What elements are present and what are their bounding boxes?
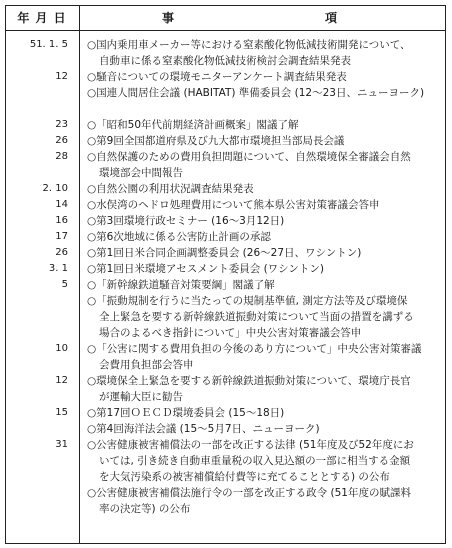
entry-item — [87, 69, 440, 85]
entry-date — [8, 85, 68, 101]
entry-item — [87, 133, 440, 149]
entry-date — [8, 293, 68, 309]
entry-text-line: ○「公害に関する費用負担の今後のあり方について」中央公害対策審議 — [87, 343, 422, 355]
entry-item — [87, 85, 440, 101]
entry-item — [87, 181, 440, 197]
entry-date: 2. 10 — [42, 183, 68, 194]
entry-text-line: ○水俣湾のヘドロ処理費用について熊本県公害対策審議会答申 — [87, 199, 380, 211]
entry-text-line: ○公害健康被害補償法施行令の一部を改正する政令 (51年度の賦課料 — [87, 487, 411, 499]
entry-text-line: ○第9回全国都道府県及び九大都市環境担当部局長会議 — [87, 135, 345, 147]
entry-text-line: 率の決定等) の公布 — [99, 503, 191, 515]
entry-item — [87, 117, 440, 133]
entry-date — [8, 485, 68, 501]
entry-text-line: ○第1回日米合同企画調整委員会 (26～27日、ワシントン) — [87, 247, 362, 259]
entry-item — [87, 197, 440, 213]
entry-text-line: ○「昭和50年代前期経済計画概案」閣議了解 — [87, 119, 299, 131]
entry-item — [87, 437, 440, 485]
entry-item — [87, 373, 440, 405]
entry-date: 15 — [55, 407, 68, 418]
entry-item — [87, 421, 440, 437]
entry-date — [8, 421, 68, 437]
entry-text-line: ○自然保護のための費用負担問題について、自然環境保全審議会自然 — [87, 151, 411, 163]
entry-item — [87, 341, 440, 373]
header-item-ji: 事 — [162, 11, 176, 25]
entry-item — [87, 245, 440, 261]
entry-text-line: ○第3回環境行政セミナー (16～3月12日) — [87, 215, 285, 227]
entry-date: 16 — [55, 215, 68, 226]
entry-text-line: 自動車に係る窒素酸化物低減技術検討会調査結果発表 — [99, 55, 351, 67]
entry-text-line: ○自然公園の利用状況調査結果発表 — [87, 183, 254, 195]
entry-date: 3. 1 — [48, 263, 68, 274]
entry-text-line: 場合のよるべき指針について」中央公害対策審議会答申 — [99, 327, 362, 339]
entry-text-line: ○「振動規制を行うに当たっての規制基準値, 測定方法等及び環境保 — [87, 295, 408, 307]
entry-date: 12 — [55, 375, 68, 386]
entry-text-line: ○「新幹線鉄道騒音対策要綱」閣議了解 — [87, 279, 275, 291]
entry-text-line: ○国内乗用車メーカー等における窒素酸化物低減技術開発について、 — [87, 39, 411, 51]
entry-item — [87, 277, 440, 293]
entry-text-line: ○第6次地域に係る公害防止計画の承認 — [87, 231, 271, 243]
entry-date: 17 — [55, 231, 68, 242]
entry-text-line: 環境部会中間報告 — [99, 167, 183, 179]
entry-date: 23 — [55, 119, 68, 130]
entry-text-line: 全上緊急を要する新幹線鉄道振動対策について当面の措置を講ずる — [99, 311, 414, 323]
header-divider — [5, 30, 446, 31]
entry-date: 14 — [55, 199, 68, 210]
entry-date: 12 — [55, 71, 68, 82]
entry-date: 10 — [55, 343, 68, 354]
entry-item — [87, 293, 440, 341]
entry-text-line: ○環境保全上緊急を要する新幹線鉄道振動対策について、環境庁長官 — [87, 375, 411, 387]
entry-date: 5 — [61, 279, 68, 290]
entry-date: 28 — [55, 151, 68, 162]
entry-text-line: ○騒音についての環境モニターアンケート調査結果発表 — [87, 71, 347, 83]
entry-item — [87, 229, 440, 245]
entry-date: 26 — [55, 135, 68, 146]
entry-item — [87, 405, 440, 421]
entry-text-line: ○第17回ＯＥＣＤ環境委員会 (15～18日) — [87, 407, 285, 419]
header-date: 年 月 日 — [17, 11, 67, 25]
entry-date: 31 — [55, 439, 68, 450]
entry-text-line: ○国連人間居住会議 (HABITAT) 準備委員会 (12～23日、ニューヨーク) — [87, 87, 425, 99]
entry-text-line: 会費用負担部会答申 — [99, 359, 194, 371]
column-divider — [79, 5, 80, 544]
entry-item — [87, 213, 440, 229]
entry-item — [87, 37, 440, 69]
entry-item — [87, 485, 440, 517]
entry-text-line: ○公害健康被害補償法の一部を改正する法律 (51年度及び52年度にお — [87, 439, 414, 451]
entry-text-line: を大気汚染系の被害補償給付費等に充てることとする) の公布 — [99, 471, 390, 483]
entry-text-line: いては, 引き続き自動車重量税の収入見込額の一部に相当する金額 — [99, 455, 411, 467]
entry-text-line: ○第4回海洋法会議 (15～5月7日、ニューヨーク) — [87, 423, 320, 435]
entry-text-line: ○第1回日米環境アセスメント委員会 (ワシントン) — [87, 263, 325, 275]
header-item-kou: 項 — [325, 11, 339, 25]
entry-text-line: が運輸大臣に勧告 — [99, 391, 183, 403]
entry-date: 51. 1. 5 — [29, 39, 68, 50]
entry-item — [87, 261, 440, 277]
entry-date: 26 — [55, 247, 68, 258]
entry-item — [87, 149, 440, 181]
